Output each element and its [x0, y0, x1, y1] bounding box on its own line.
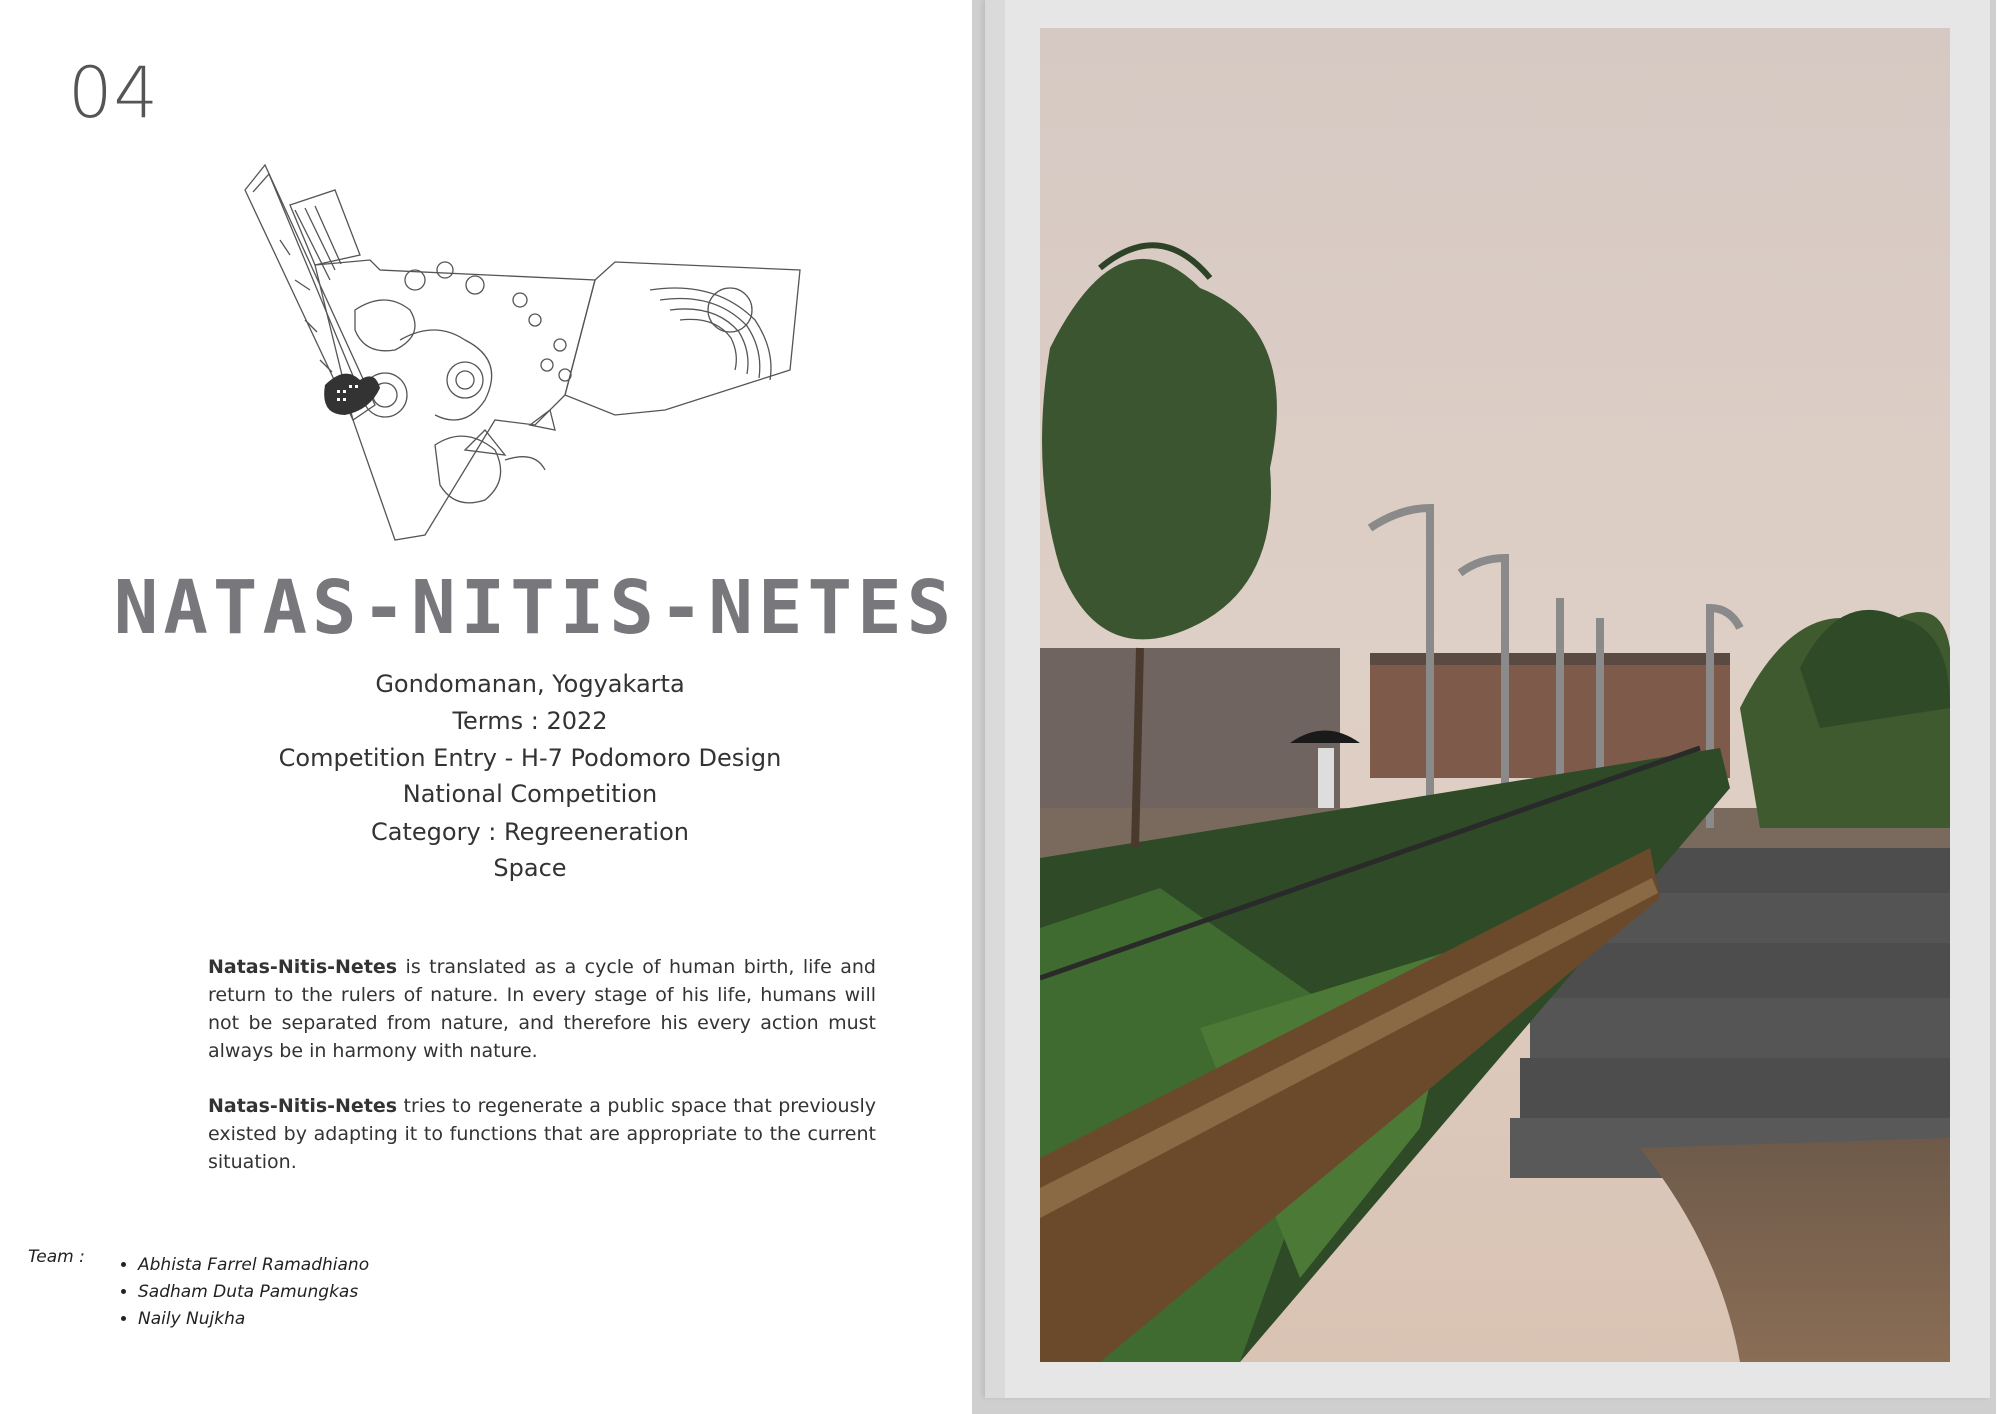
location: Gondomanan, Yogyakarta [375, 670, 685, 698]
project-name-bold: Natas-Nitis-Netes [208, 1095, 398, 1117]
rooftop-garden-render [1040, 28, 1950, 1362]
team-list [112, 1252, 369, 1333]
competition-entry: Competition Entry - H-7 Podomoro Design [278, 744, 782, 772]
team-label: Team : [28, 1247, 85, 1267]
competition-type: National Competition [402, 780, 658, 808]
category: Category : Regreeneration [371, 818, 689, 846]
page-number: 04 [68, 52, 160, 134]
team-member: • Sadham Duta Pamungkas [138, 1279, 369, 1306]
frame-edge [985, 0, 1005, 1398]
team-member: • Abhista Farrel Ramadhiano [138, 1252, 369, 1279]
terms: Terms : 2022 [452, 707, 608, 735]
team-member: • Naily Nujkha [138, 1306, 369, 1333]
project-name-bold: Natas-Nitis-Netes [208, 956, 398, 978]
description-text: tries to regenerate a public space that previously existed by adapting it to functions that are appropriate to the current situation. [208, 1095, 876, 1173]
description-paragraph-2 [208, 1092, 876, 1176]
description-paragraph-1 [208, 953, 876, 1065]
site-plan-drawing [235, 160, 810, 545]
description-text: is translated as a cycle of human birth, life and return to the rulers of nature. In every stage of his life, humans will not be separated from nature, and therefore his every action must always be in harmony with nature. [208, 956, 876, 1062]
project-title: NATAS-NITIS-NETES [113, 565, 957, 651]
category-continued: Space [493, 854, 567, 882]
